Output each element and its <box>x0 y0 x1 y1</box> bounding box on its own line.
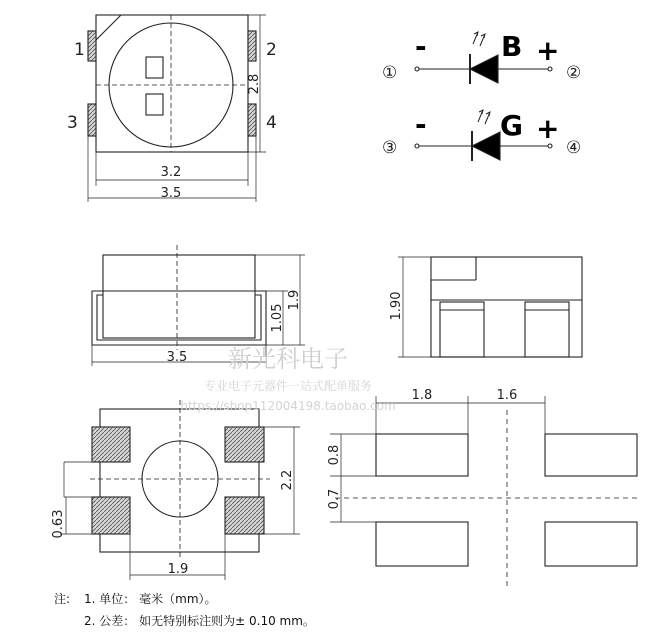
note-1 <box>84 590 217 607</box>
note-2 <box>84 612 315 629</box>
pin-label-1: 1 <box>74 40 85 60</box>
dim-height-2.8: 2.8 <box>247 73 262 95</box>
footprint-pad-tr <box>545 434 637 476</box>
circle-pin-4: ④ <box>566 138 582 158</box>
bottom-pad-br <box>225 497 264 534</box>
diode-b-light-arrows <box>473 32 485 46</box>
watermark-url: https://shop112004198.taobao.com <box>180 399 396 413</box>
pin1-pad <box>88 31 96 61</box>
note-1-number: 1. <box>84 592 96 606</box>
dim-width-3.2: 3.2 <box>160 165 182 180</box>
watermark-subtitle: 专业电子元器件一站式配单服务 <box>203 379 373 393</box>
footprint-pad-bl <box>376 522 468 566</box>
note-2-label: 公差： <box>99 614 136 628</box>
footprint <box>330 396 640 590</box>
pin-label-2: 2 <box>266 40 277 60</box>
die-square-upper <box>146 57 163 78</box>
bottom-view <box>60 400 300 580</box>
dim-3.5-side: 3.5 <box>166 350 188 365</box>
dim-0.8: 0.8 <box>327 444 342 466</box>
package-outline <box>96 15 248 152</box>
end-body <box>431 257 582 357</box>
dim-1.90: 1.90 <box>389 291 404 321</box>
pin2-pad <box>248 31 256 61</box>
side-body <box>103 255 255 338</box>
dim-1.9: 1.9 <box>287 289 302 311</box>
schematic <box>415 32 552 161</box>
dim-2.2: 2.2 <box>280 469 295 491</box>
bottom-pad-bl <box>92 497 130 534</box>
label-b: B <box>501 30 523 63</box>
minus-g: - <box>415 108 427 141</box>
pin4-pad <box>248 104 256 136</box>
diode-g-triangle <box>472 132 500 160</box>
label-g: G <box>500 109 523 142</box>
circle-pin-1: ① <box>382 63 398 83</box>
diode-g-light-arrows <box>478 110 490 124</box>
bottom-pad-tl <box>92 427 130 462</box>
footprint-pad-br <box>545 522 637 566</box>
dim-0.63: 0.63 <box>51 509 66 539</box>
end-view <box>398 257 582 357</box>
diode-b-triangle <box>470 55 498 83</box>
dim-1.6: 1.6 <box>496 388 518 403</box>
circle-pin-3: ③ <box>382 138 398 158</box>
footprint-pad-tl <box>376 434 468 476</box>
note-prefix: 注: <box>54 592 71 606</box>
note-2-number: 2. <box>84 614 96 628</box>
note-2-text: 如无特别标注则为± 0.10 mm。 <box>139 614 315 628</box>
plus-g: + <box>536 112 560 145</box>
bottom-pad-tr <box>225 427 264 462</box>
watermark-title: 新光科电子 <box>228 345 348 373</box>
dim-1.05: 1.05 <box>270 303 285 333</box>
minus-b: - <box>415 30 427 63</box>
dim-1.8: 1.8 <box>411 388 433 403</box>
dim-width-3.5: 3.5 <box>160 186 182 201</box>
dim-0.7: 0.7 <box>327 488 342 510</box>
pin-label-3: 3 <box>67 113 78 133</box>
die-square-lower <box>146 94 163 115</box>
note-1-label: 单位： <box>99 592 136 606</box>
dim-1.9-bottom: 1.9 <box>167 562 189 577</box>
pin3-pad <box>88 104 96 136</box>
note-1-text: 毫米（mm）。 <box>139 592 217 606</box>
pin1-chamfer <box>96 15 121 40</box>
circle-pin-2: ② <box>566 63 582 83</box>
plus-b: + <box>536 34 560 67</box>
pin-label-4: 4 <box>266 113 277 133</box>
